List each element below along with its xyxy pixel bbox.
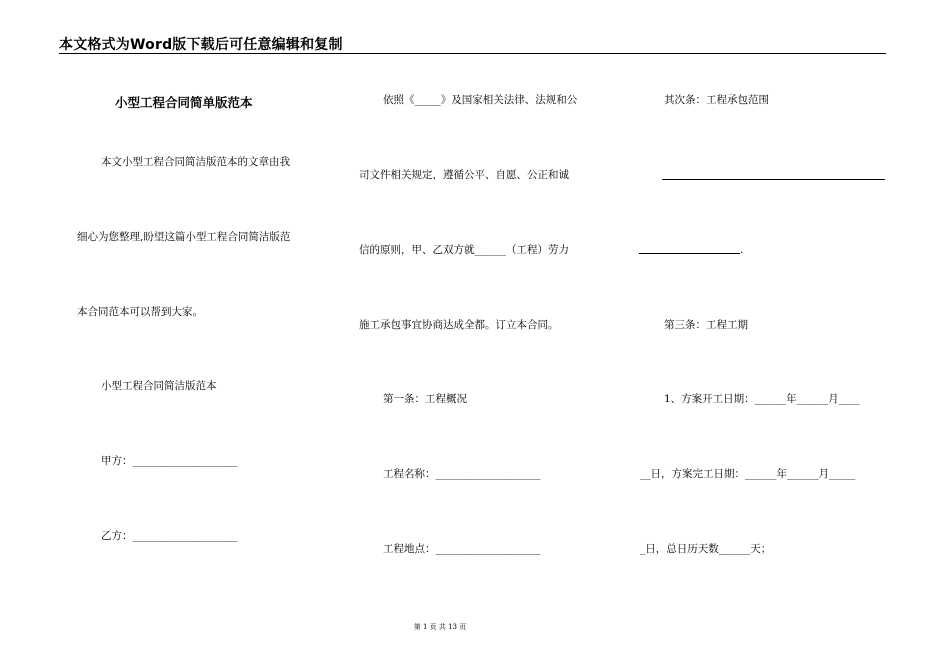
document-title: 小型工程合同简单版范本 xyxy=(115,95,253,110)
download-banner: 本文格式为Word版下载后可任意编辑和复制 xyxy=(59,37,343,53)
party-a-field: 甲方：____________________ xyxy=(101,455,238,467)
article-3-heading: 第三条：工程工期 xyxy=(664,319,748,331)
project-name-field: 工程名称：____________________ xyxy=(383,468,541,480)
period-line-2: __日，方案完工日期：______年______月_____ xyxy=(640,468,856,480)
basis-line-4: 施工承包事宜协商达成全都。订立本合同。 xyxy=(359,319,559,331)
period-line-1: 1、方案开工日期：______年______月____ xyxy=(664,393,860,405)
intro-line-2: 细心为您整理,盼望这篇小型工程合同简洁版范 xyxy=(77,231,291,243)
page-number: 第 1 页 共 13 页 xyxy=(413,623,467,631)
intro-line-3: 本合同范本可以帮到大家。 xyxy=(77,306,203,318)
period-line-3: _日，总日历天数______天； xyxy=(640,543,772,555)
intro-line-1: 本文小型工程合同简洁版范本的文章由我 xyxy=(101,156,290,168)
project-site-field: 工程地点：____________________ xyxy=(383,543,541,555)
basis-line-2: 司文件相关规定，遵循公平、自愿、公正和诚 xyxy=(359,169,569,181)
section-subtitle: 小型工程合同简洁版范本 xyxy=(101,380,217,392)
article-2-heading: 其次条：工程承包范围 xyxy=(664,94,769,106)
article-1-heading: 第一条：工程概况 xyxy=(383,393,467,405)
party-b-field: 乙方：____________________ xyxy=(101,530,238,542)
basis-line-1: 依照《_____》及国家相关法律、法规和公 xyxy=(383,94,578,106)
basis-line-3: 信的原则，甲、乙双方就______（工程）劳力 xyxy=(359,244,569,256)
scope-blank-line-2 xyxy=(639,253,740,254)
scope-blank-line-1 xyxy=(662,179,885,180)
header-divider xyxy=(59,53,886,54)
scope-blank-end: . xyxy=(740,244,744,256)
